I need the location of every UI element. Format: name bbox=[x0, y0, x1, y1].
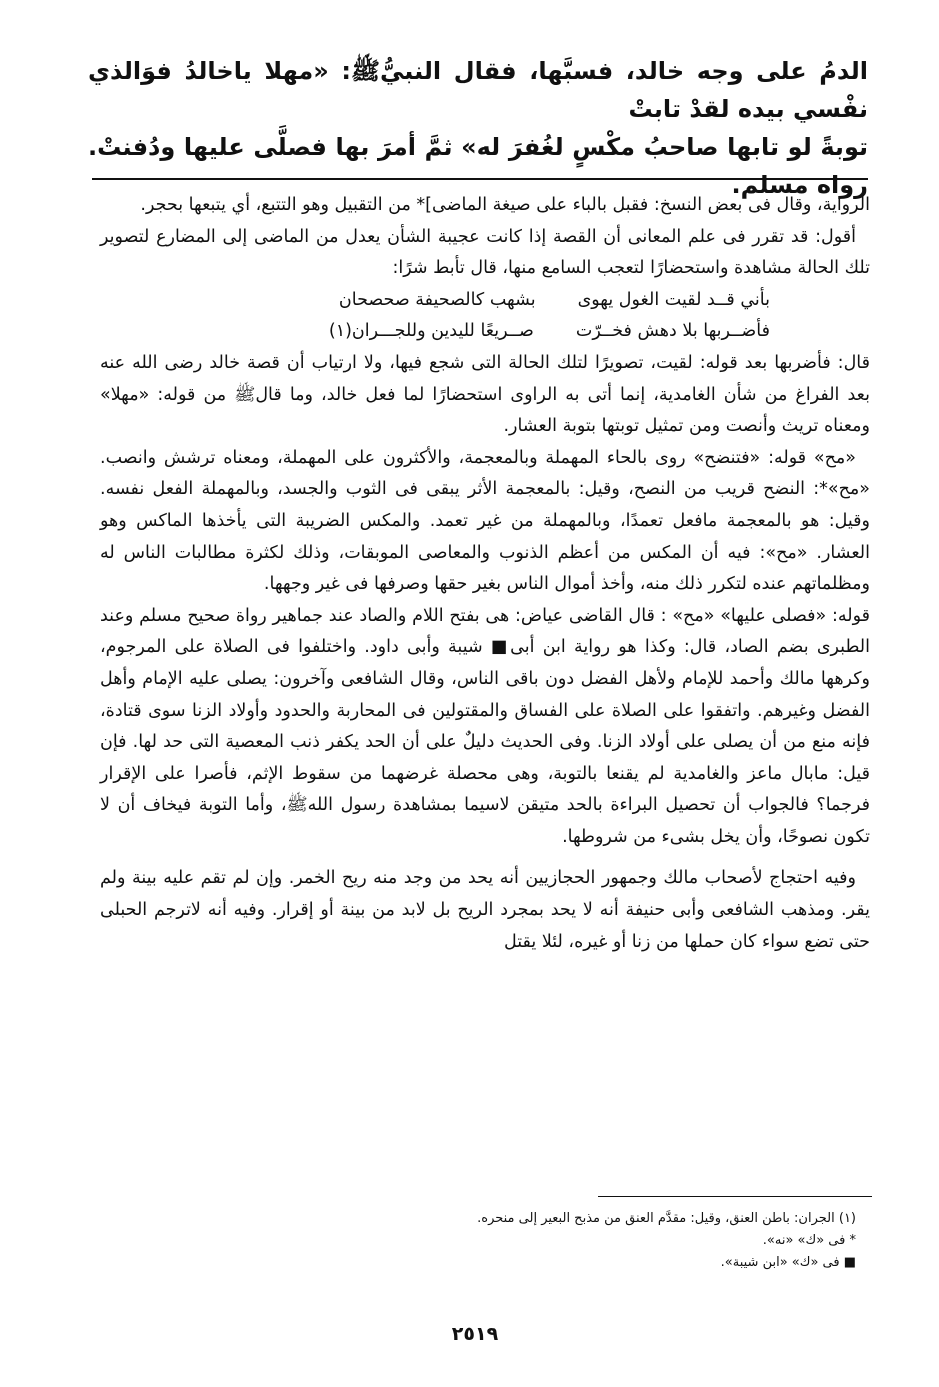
verse-hemistich: فأضــربها بلا دهش فخــرّت bbox=[575, 321, 770, 342]
hadith-line-1: الدمُ على وجه خالد، فسبَّها، فقال النبيُّﷺ: «مهلا ياخالدُ فوَالذي نفْسي بيده لقدْ تابتْ bbox=[88, 57, 868, 123]
commentary-paragraph: أقول: قد تقرر فى علم المعانى أن القصة إذا كانت عجيبة الشأن يعدل من الماضى إلى المضارع لتصوير تلك الحالة مشاهدة واستحضارًا لتعجب السامع منها، قال تأبط شرًا: bbox=[100, 226, 870, 279]
verse-hemistich: صــريعًا لليدين وللجـــران(١) bbox=[328, 321, 534, 342]
hadith-text bbox=[88, 52, 868, 204]
verse-hemistich: بشهب كالصحيفة صحصحان bbox=[338, 289, 536, 310]
page-number: ٢٥١٩ bbox=[451, 1323, 499, 1345]
poem-verse bbox=[100, 285, 870, 317]
footnote: ■ فى «ك» «ابن شيبة». bbox=[720, 1255, 856, 1270]
footnote-divider bbox=[598, 1196, 872, 1197]
verse-hemistich: بأني قــد لقيت الغول يهوى bbox=[577, 289, 770, 310]
footnote: * فى «ك» «نه». bbox=[762, 1233, 856, 1248]
commentary-paragraph: قال: فأضربها بعد قوله: لقيت، تصويرًا لتلك الحالة التى شجع فيها، ولا ارتياب أن قصة خالد رضى الله عنه بعد الفراغ من شأن الغامدية، إنما أتى به الراوى استحضارًا لما فعل خالد، وما قالﷺ من قوله: «مهلا» ومعناه تريث وأنصت ومن تمثيل توبتها بتوبة العشار. bbox=[100, 352, 870, 437]
commentary-paragraph: الرواية، وقال فى بعض النسخ: فقبل بالباء على صيغة الماضى]* من التقبيل وهو التتبع، أي يتبعها بحجر. bbox=[140, 195, 870, 215]
poem-verse bbox=[100, 316, 870, 348]
top-divider bbox=[92, 178, 868, 180]
commentary-paragraph: وفيه احتجاج لأصحاب مالك وجمهور الحجازيين أنه يحد من وجد منه ريح الخمر. وإن لم تقم عليه بينة ولم يقر. ومذهب الشافعى وأبى حنيفة أنه لا يحد بمجرد الريح بل لابد من بينة أو إقرار. وفيه أنه لاترجم الحبلى حتى تضع سواء كان حملها من زنا أو غيره، لئلا يقتل bbox=[100, 868, 870, 952]
commentary-paragraph: «مح» قوله: «فتنضح» روى بالحاء المهملة وبالمعجمة، والأكثرون على المهملة، ومعناه ترشش وانصب. «مح»*: النضح قريب من النصح، وقيل: بالمعجمة الأثر يبقى فى الثوب والجسد، وبالمهملة الفعل نفسه. وقيل: هو بالمعجمة مافعل تعمدًا، وبالمهملة من غير تعمد. والمكس الضريبة التى يأخذها الماكس وهو العشار. «مح»: فيه أن المكس من أعظم الذنوب والمعاصى الموبقات، وذلك لكثرة مطالبات الناس له ومظلماتهم عنده لتكرر ذلك منه، وأخذ أموال الناس بغير حقها وصرفها فى غير وجهها. bbox=[100, 447, 870, 595]
hadith-line-2: توبةً لو تابها صاحبُ مكْسٍ لغُفرَ له» ثمَّ أمرَ بها فصلَّى عليها ودُفنتْ. رواه مسلم. bbox=[88, 133, 868, 199]
commentary-text bbox=[100, 190, 870, 958]
footnotes bbox=[300, 1208, 856, 1274]
footnote: (١) الجران: باطن العنق، وقيل: مقدَّم العنق من مذبح البعير إلى منحره. bbox=[477, 1211, 856, 1226]
commentary-paragraph: قوله: «فصلى عليها» «مح» : قال القاضى عياض: هى بفتح اللام والصاد عند جماهير رواة صحيح مسلم وعند الطبرى بضم الصاد، قال: وكذا هو رواية ابن أبى■ شيبة وأبى داود. واختلفوا فى الصلاة على المرجوم، وكرهها مالك وأحمد للإمام ولأهل الفضل دون باقى الناس، وقال الشافعى وآخرون: يصلى عليه الإمام وأهل الفضل وغيرهم. واتفقوا على الصلاة على الفساق والمقتولين فى المحاربة والحدود وأولاد الزنا سوى قتادة، فإنه منع من أن يصلى على أولاد الزنا. وفى الحديث دليلٌ على أن الحد يكفر ذنب المعصية التى حد لها. فإن قيل: مابال ماعز والغامدية لم يقنعا بالتوبة، وهى محصلة غرضهما من سقوط الإثم، فأصرا على الإقرار فرجما؟ فالجواب أن تحصيل البراءة بالحد متيقن لاسيما بمشاهدة رسول اللهﷺ، وأما التوبة فيخاف أن لا تكون نصوحًا، وأن يخل بشىء من شروطها. bbox=[100, 605, 870, 847]
